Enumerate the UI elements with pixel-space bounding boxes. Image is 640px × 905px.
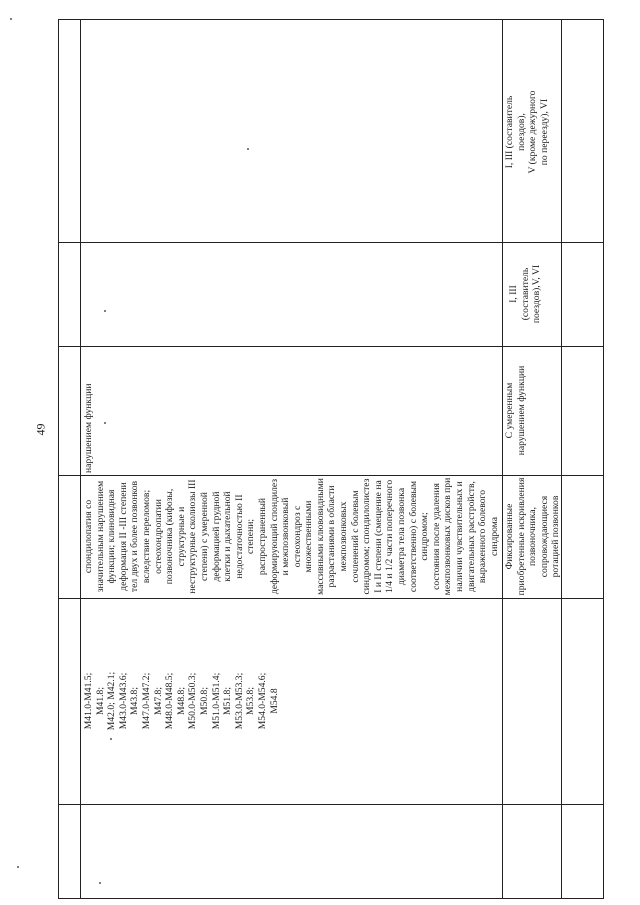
function-text: нарушением функции	[83, 383, 94, 473]
table	[58, 19, 604, 899]
function-cell-b	[502, 346, 561, 475]
categories-cell-1	[502, 242, 561, 346]
diagnosis-cell	[81, 475, 502, 598]
table-row-divider	[59, 804, 603, 805]
diagnosis-cell-b	[502, 475, 561, 598]
function-text-b: С умеренным нарушением функции	[504, 365, 527, 456]
table-column-divider	[561, 20, 562, 898]
codes-text: M41.0-M41.5; M41.8; M42.0; M42.1; M43.0-M43.6; M43.8; M47.0-M47.2; M47.8; M48.0-M48.5; M48.8; M50.0-M50.3; M50.8; M51.0-M51.4; M51.8; M53.0-M53.3; M53.8; M54.0-M54.6; M54.8	[83, 671, 280, 731]
categories-text-2: I, III (составитель поездов), V (кроме дежурного по переезду), VI	[504, 90, 550, 174]
diagnosis-text-b: Фиксированные приобретенные искривления позвоночника, сопровождающиеся ротацией позвонков	[504, 477, 562, 596]
categories-cell-2	[502, 20, 561, 242]
codes-cell	[81, 598, 280, 804]
page-number: 49	[33, 423, 48, 436]
categories-text-1: I, III (составитель поездов),V, VI	[508, 264, 543, 324]
diagnosis-text: спондилопатия со значительным нарушением функции; клиновидная деформация II -III степени тел двух и более позвонков вследствие переломов; остеохондропатии позвоночника (кифозы, структурные и неструктурные сколиозы III степени) с умеренной деформацией грудной клетки и дыхательной недостаточностью II степени; распространенный деформирующий спондилез и межпозвонковый остеохондроз с множественными массивными клювовидными разрастаниями в области межпозвонковых сочленений с болевым синдромом; спондилолистез I и II степени (смещение на 1/4 и 1/2 части поперечного диаметра тела позвонка соответственно) с болевым синдромом; состояния после удаления межпозвонковых дисков при наличии чувствительных и двигательных расстройств, выраженного болевого синдрома	[83, 477, 500, 596]
function-cell	[81, 346, 111, 475]
